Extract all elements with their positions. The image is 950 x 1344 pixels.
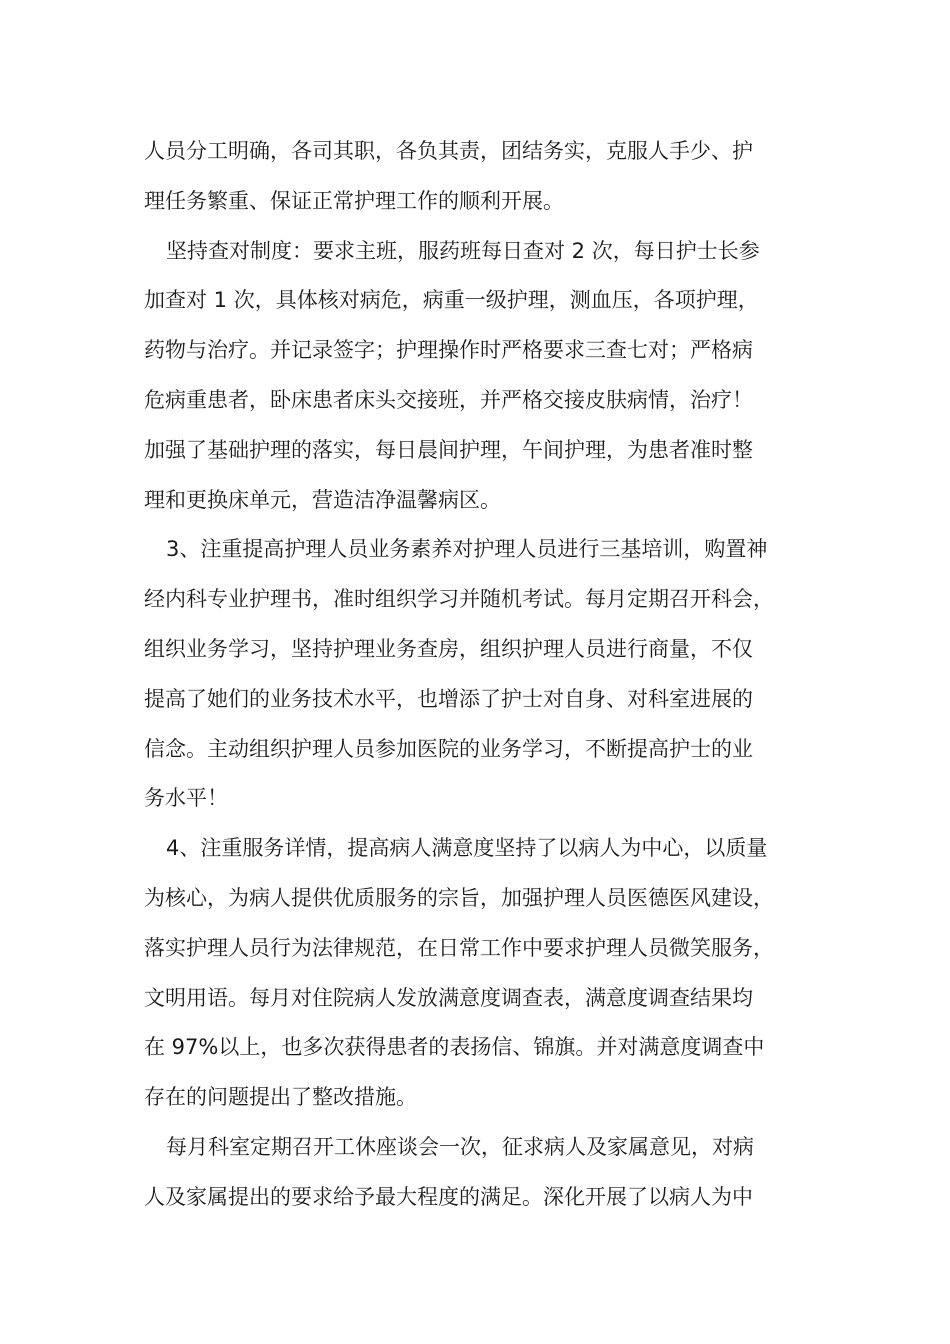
text-line: 信念。主动组织护理人员参加医院的业务学习，不断提高护士的业 bbox=[144, 736, 753, 761]
text-line: 危病重患者，卧床患者床头交接班，并严格交接皮肤病情，治疗！ bbox=[144, 387, 753, 412]
text-line: 药物与治疗。并记录签字；护理操作时严格要求三查七对；严格病 bbox=[144, 338, 753, 363]
text-line: 为核心，为病人提供优质服务的宗旨，加强护理人员医德医风建设， bbox=[144, 885, 774, 910]
text-line: 组织业务学习，坚持护理业务查房，组织护理人员进行商量，不仅 bbox=[144, 636, 753, 661]
text-line: 理和更换床单元，营造洁净温馨病区。 bbox=[144, 487, 501, 512]
text-line: 坚持查对制度：要求主班，服药班每日查对 2 次，每日护士长参 bbox=[166, 238, 760, 263]
text-line: 在 97%以上，也多次获得患者的表扬信、锦旗。并对满意度调查中 bbox=[144, 1035, 765, 1060]
text-line: 人及家属提出的要求给予最大程度的满足。深化开展了以病人为中 bbox=[144, 1184, 753, 1209]
text-line: 提高了她们的业务技术水平，也增添了护士对自身、对科室进展的 bbox=[144, 686, 753, 711]
text-line: 每月科室定期召开工休座谈会一次，征求病人及家属意见，对病 bbox=[166, 1134, 754, 1159]
text-line: 理任务繁重、保证正常护理工作的顺利开展。 bbox=[144, 188, 564, 213]
text-line: 落实护理人员行为法律规范，在日常工作中要求护理人员微笑服务， bbox=[144, 935, 774, 960]
text-line: 加查对 1 次，具体核对病危，病重一级护理，测血压，各项护理， bbox=[144, 288, 759, 313]
text-line: 加强了基础护理的落实，每日晨间护理，午间护理，为患者准时整 bbox=[144, 437, 753, 462]
text-line: 存在的问题提出了整改措施。 bbox=[144, 1085, 417, 1110]
text-line: 4、注重服务详情，提高病人满意度坚持了以病人为中心，以质量 bbox=[166, 836, 768, 861]
text-line: 务水平！ bbox=[144, 786, 228, 811]
text-line: 文明用语。每月对住院病人发放满意度调查表，满意度调查结果均 bbox=[144, 985, 753, 1010]
document-body bbox=[144, 127, 824, 1223]
text-line: 人员分工明确，各司其职，各负其责，团结务实，克服人手少、护 bbox=[144, 139, 753, 163]
text-line: 经内科专业护理书，准时组织学习并随机考试。每月定期召开科会， bbox=[144, 587, 774, 612]
text-line: 3、注重提高护理人员业务素养对护理人员进行三基培训，购置神 bbox=[166, 537, 768, 562]
